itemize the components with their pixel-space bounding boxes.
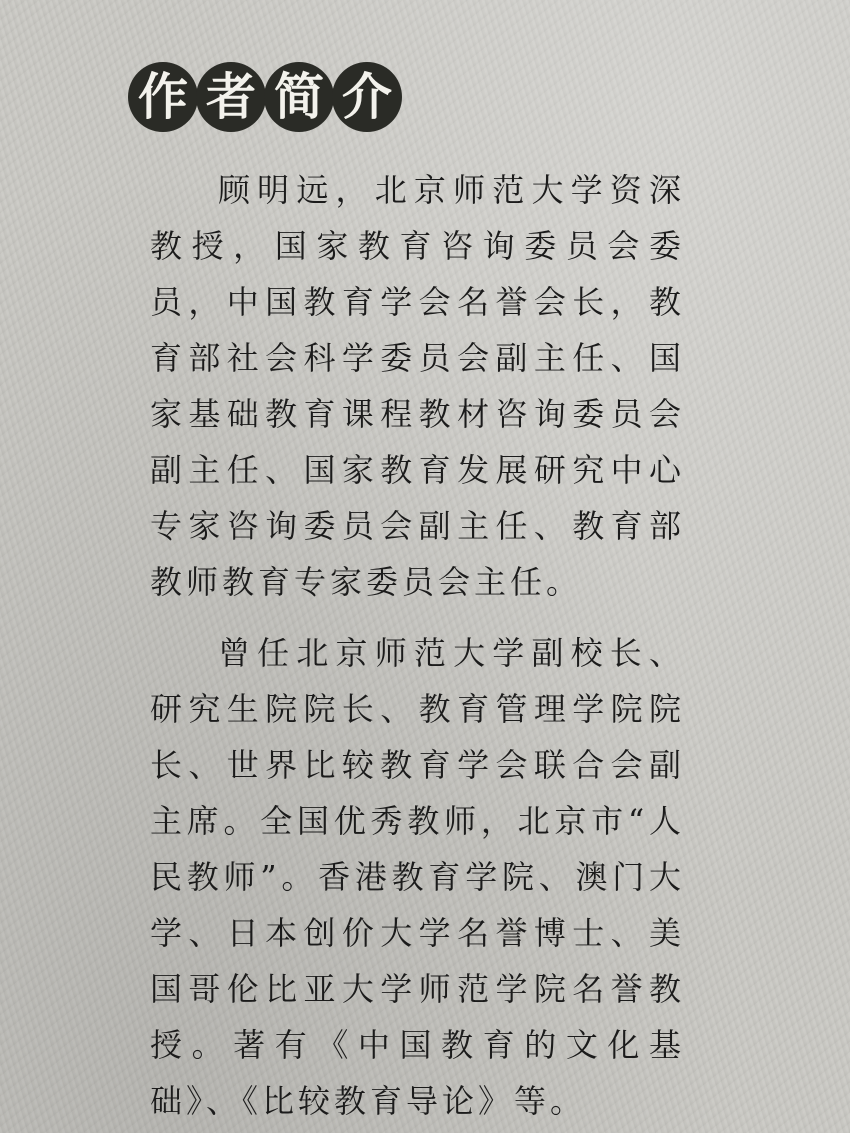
- bio-paragraph-positions: 顾明远，北京师范大学资深教授，国家教育咨询委员会委员，中国教育学会名誉会长，教育部社会科学委员会副主任、国家基础教育课程教材咨询委员会副主任、国家教育发展研究中心专家咨询委员会副主任、教育部教师教育专家委员会主任。: [150, 171, 685, 601]
- heading-char: 简: [264, 62, 334, 132]
- section-heading: [128, 62, 400, 132]
- heading-char: 作: [128, 62, 198, 132]
- bio-paragraph-career: 曾任北京师范大学副校长、研究生院院长、教育管理学院院长、世界比较教育学会联合会副主席。全国优秀教师，北京市“人民教师”。香港教育学院、澳门大学、日本创价大学名誉博士、美国哥伦比亚大学师范学院名誉教授。著有《中国教育的文化基础》、《比较教育导论》等。: [150, 634, 685, 1120]
- heading-char: 者: [196, 62, 266, 132]
- heading-char: 介: [332, 62, 402, 132]
